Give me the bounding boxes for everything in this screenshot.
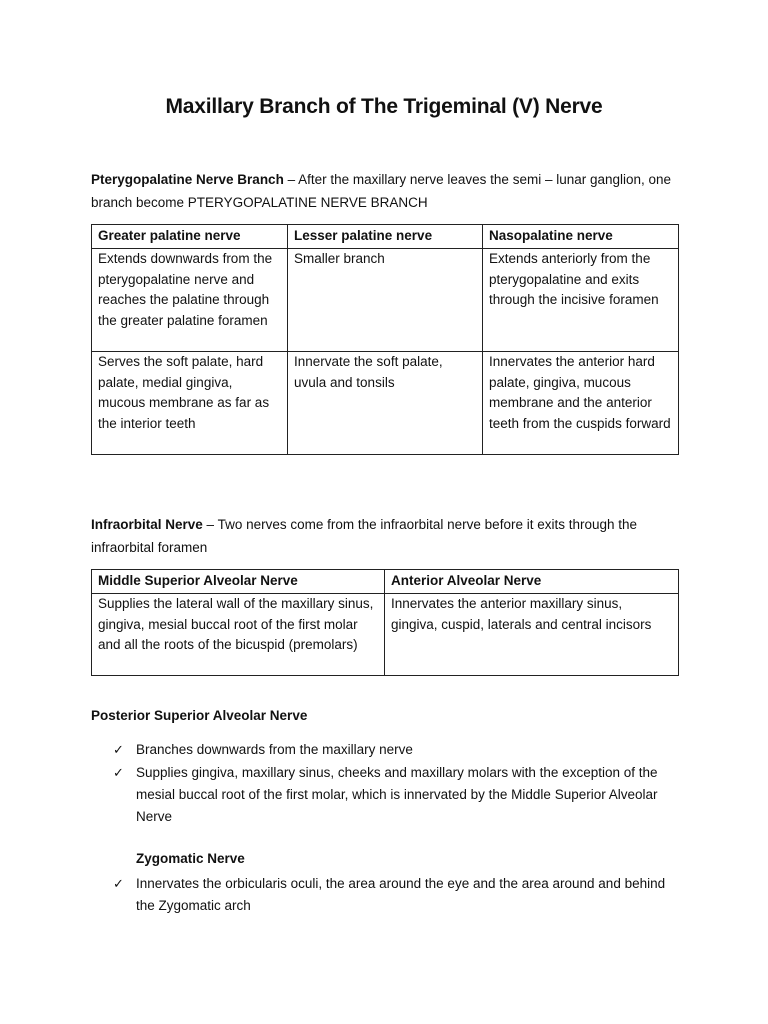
pterygopalatine-label: Pterygopalatine Nerve Branch [91,172,284,187]
list-item-text: Branches downwards from the maxillary nerve [136,742,413,757]
checkmark-icon: ✓ [113,876,124,891]
infraorbital-text: – Two nerves come from the infraorbital nerve before it exits through the infraorbital foramen [91,517,638,555]
list-item [113,762,673,828]
list-item [113,873,673,917]
table-cell: Serves the soft palate, hard palate, medial gingiva, mucous membrane as far as the interior teeth [92,352,288,455]
table-row [92,249,679,352]
list-item-text: Supplies gingiva, maxillary sinus, cheeks and maxillary molars with the exception of the mesial buccal root of the first molar, which is innervated by the Middle Superior Alveolar Nerve [136,765,658,824]
checkmark-icon: ✓ [113,765,124,780]
table-header-cell: Middle Superior Alveolar Nerve [92,570,385,594]
page-title: Maxillary Branch of The Trigeminal (V) Nerve [165,95,603,118]
posterior-list [113,739,673,829]
table-row [92,594,679,676]
palatine-nerves-table [91,224,679,455]
table-cell: Supplies the lateral wall of the maxillary sinus, gingiva, mesial buccal root of the first molar and all the roots of the bicuspid (premolars) [92,594,385,676]
table-cell: Extends downwards from the pterygopalatine nerve and reaches the palatine through the greater palatine foramen [92,249,288,352]
infraorbital-label: Infraorbital Nerve [91,517,203,532]
checkmark-icon: ✓ [113,742,124,757]
table-cell: Smaller branch [288,249,483,352]
zygomatic-heading: Zygomatic Nerve [136,851,245,866]
table-cell: Innervates the anterior hard palate, gingiva, mucous membrane and the anterior teeth from the cuspids forward [483,352,679,455]
list-item-text: Innervates the orbicularis oculi, the area around the eye and the area around and behind the Zygomatic arch [136,876,666,913]
posterior-heading: Posterior Superior Alveolar Nerve [91,708,308,723]
pterygopalatine-text: – After the maxillary nerve leaves the semi – lunar ganglion, one branch become PTERYGOPALATINE NERVE BRANCH [91,172,672,210]
table-header-cell: Anterior Alveolar Nerve [385,570,679,594]
pterygopalatine-intro [91,168,691,214]
zygomatic-list [113,873,673,918]
table-header-cell: Greater palatine nerve [92,225,288,249]
table-cell: Innervates the anterior maxillary sinus, gingiva, cuspid, laterals and central incisors [385,594,679,676]
table-header-row [92,225,679,249]
alveolar-nerves-table [91,569,679,676]
table-header-cell: Lesser palatine nerve [288,225,483,249]
infraorbital-intro [91,513,691,559]
table-row [92,352,679,455]
table-cell: Innervate the soft palate, uvula and tonsils [288,352,483,455]
list-item [113,739,673,761]
table-cell: Extends anteriorly from the pterygopalatine and exits through the incisive foramen [483,249,679,352]
table-header-cell: Nasopalatine nerve [483,225,679,249]
table-header-row [92,570,679,594]
